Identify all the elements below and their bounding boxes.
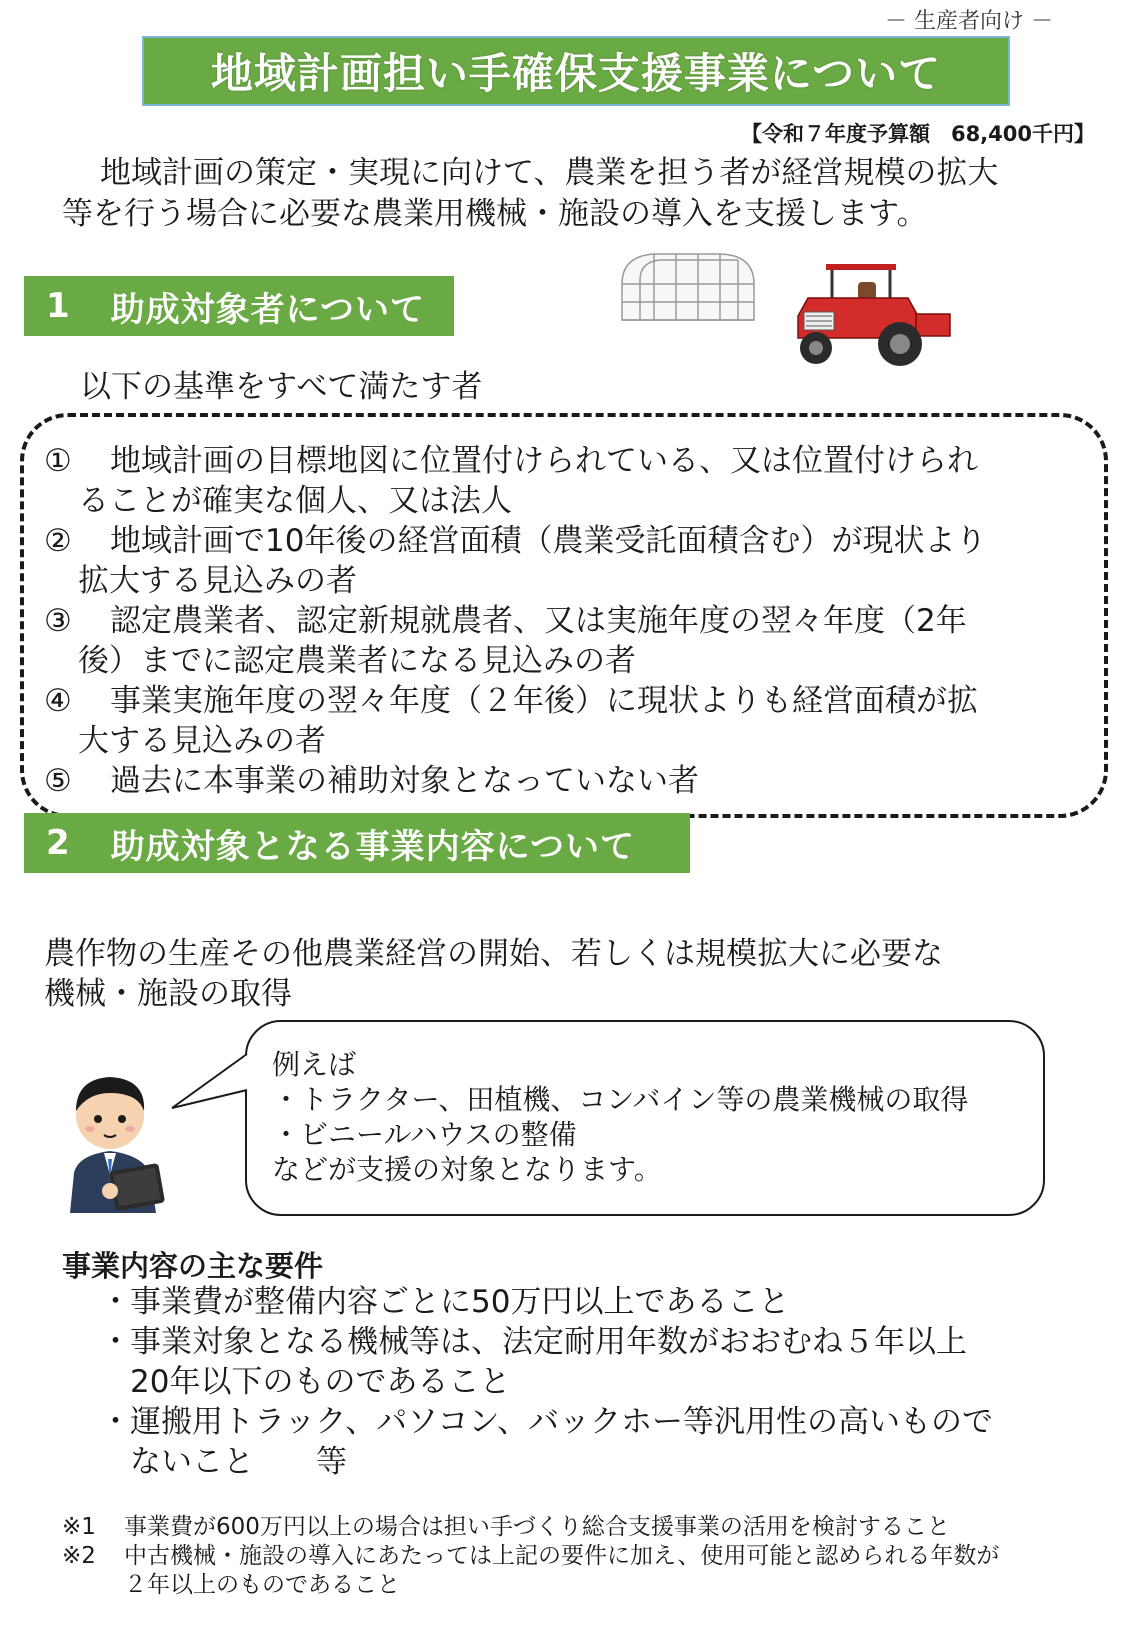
criteria-line-1: 地域計画の目標地図に位置付けられている、又は位置付けられ [110,443,978,479]
section-1-title: 助成対象者について [110,289,425,330]
bubble-line-1: 例えば [272,1048,357,1081]
criteria-marker: ③ [44,603,72,639]
criteria-line-2: 大する見込みの者 [78,723,326,759]
criteria-marker: ② [44,523,72,559]
section-2-header [24,813,690,873]
requirement-item [100,1322,1090,1402]
criteria-line-1: 認定農業者、認定新規就農者、又は実施年度の翌々年度（2年 [110,603,967,639]
section-2-lead-line-1: 農作物の生産その他農業経営の開始、若しくは規模拡大に必要な [44,936,943,972]
criteria-line-2: 拡大する見込みの者 [78,563,357,599]
title-banner [142,36,1010,106]
criteria-marker: ⑤ [44,763,72,799]
footnote-line-1: 事業費が600万円以上の場合は担い手づくり総合支援事業の活用を検討すること [124,1514,950,1540]
requirement-line-2: ないこと 等 [130,1444,347,1480]
footnote [62,1542,1102,1600]
section-1-lead: 以下の基準をすべて満たす者 [80,369,483,405]
criteria-list [44,441,1084,801]
bullet: ・ [100,1404,131,1440]
footnote-marker: ※1 [62,1514,96,1540]
greenhouse-illustration [620,250,756,324]
speech-bubble-text [272,1047,968,1187]
footnote-line-1: 中古機械・施設の導入にあたっては上記の要件に加え、使用可能と認められる年数が [124,1543,1000,1569]
bubble-line-2: ・トラクター、田植機、コンバイン等の農業機械の取得 [272,1083,969,1116]
requirements-title: 事業内容の主な要件 [62,1249,324,1283]
criteria-item [44,441,1084,521]
footnote [62,1513,1102,1542]
criteria-line-1: 地域計画で10年後の経営面積（農業受託面積含む）が現状より [110,523,987,559]
criteria-line-2: ることが確実な個人、又は法人 [78,483,512,519]
requirement-item [100,1282,1090,1322]
criteria-marker: ① [44,443,72,479]
bubble-line-4: などが支援の対象となります。 [272,1153,662,1186]
intro-line-1: 地域計画の策定・実現に向けて、農業を担う者が経営規模の拡大 [100,155,999,191]
speech-bubble-tail [170,1050,250,1110]
section-2-lead-line-2: 機械・施設の取得 [44,976,292,1012]
footnote-marker: ※2 [62,1543,96,1569]
criteria-item [44,681,1084,761]
section-2-lead [44,934,1084,1014]
criteria-line-1: 過去に本事業の補助対象となっていない者 [110,763,699,799]
requirement-line-1: 事業対象となる機械等は、法定耐用年数がおおむね５年以上 [130,1324,967,1360]
section-2-title: 助成対象となる事業内容について [110,826,635,867]
section-2-number: 2 [46,823,71,863]
criteria-line-2: 後）までに認定農業者になる見込みの者 [78,643,636,679]
requirement-line-1: 運搬用トラック、パソコン、バックホー等汎用性の高いもので [130,1404,994,1440]
bubble-line-3: ・ビニールハウスの整備 [272,1118,577,1151]
criteria-line-1: 事業実施年度の翌々年度（２年後）に現状よりも経営面積が拡 [110,683,978,719]
bullet: ・ [100,1284,131,1320]
requirement-item [100,1402,1090,1482]
businessman-clipboard-illustration [60,1063,168,1213]
footnote-line-2: ２年以上のものであること [124,1572,400,1598]
criteria-item [44,601,1084,681]
section-1-header [24,276,454,336]
criteria-item [44,761,1084,801]
section-1-number: 1 [46,286,71,326]
audience-label: － 生産者向け － [885,9,1053,34]
page-title: 地域計画担い手確保支援事業について [210,49,942,98]
intro-line-2: 等を行う場合に必要な農業用機械・施設の導入を支援します。 [62,196,928,232]
tractor-illustration [788,258,956,368]
budget-label: 【令和７年度予算額 68,400千円】 [740,122,1095,146]
intro-paragraph [62,153,1082,235]
requirement-line-2: 20年以下のものであること [130,1364,511,1400]
criteria-marker: ④ [44,683,72,719]
criteria-item [44,521,1084,601]
bullet: ・ [100,1324,131,1360]
requirements-list [100,1282,1090,1482]
requirement-line-1: 事業費が整備内容ごとに50万円以上であること [130,1284,790,1320]
footnotes [62,1513,1102,1600]
